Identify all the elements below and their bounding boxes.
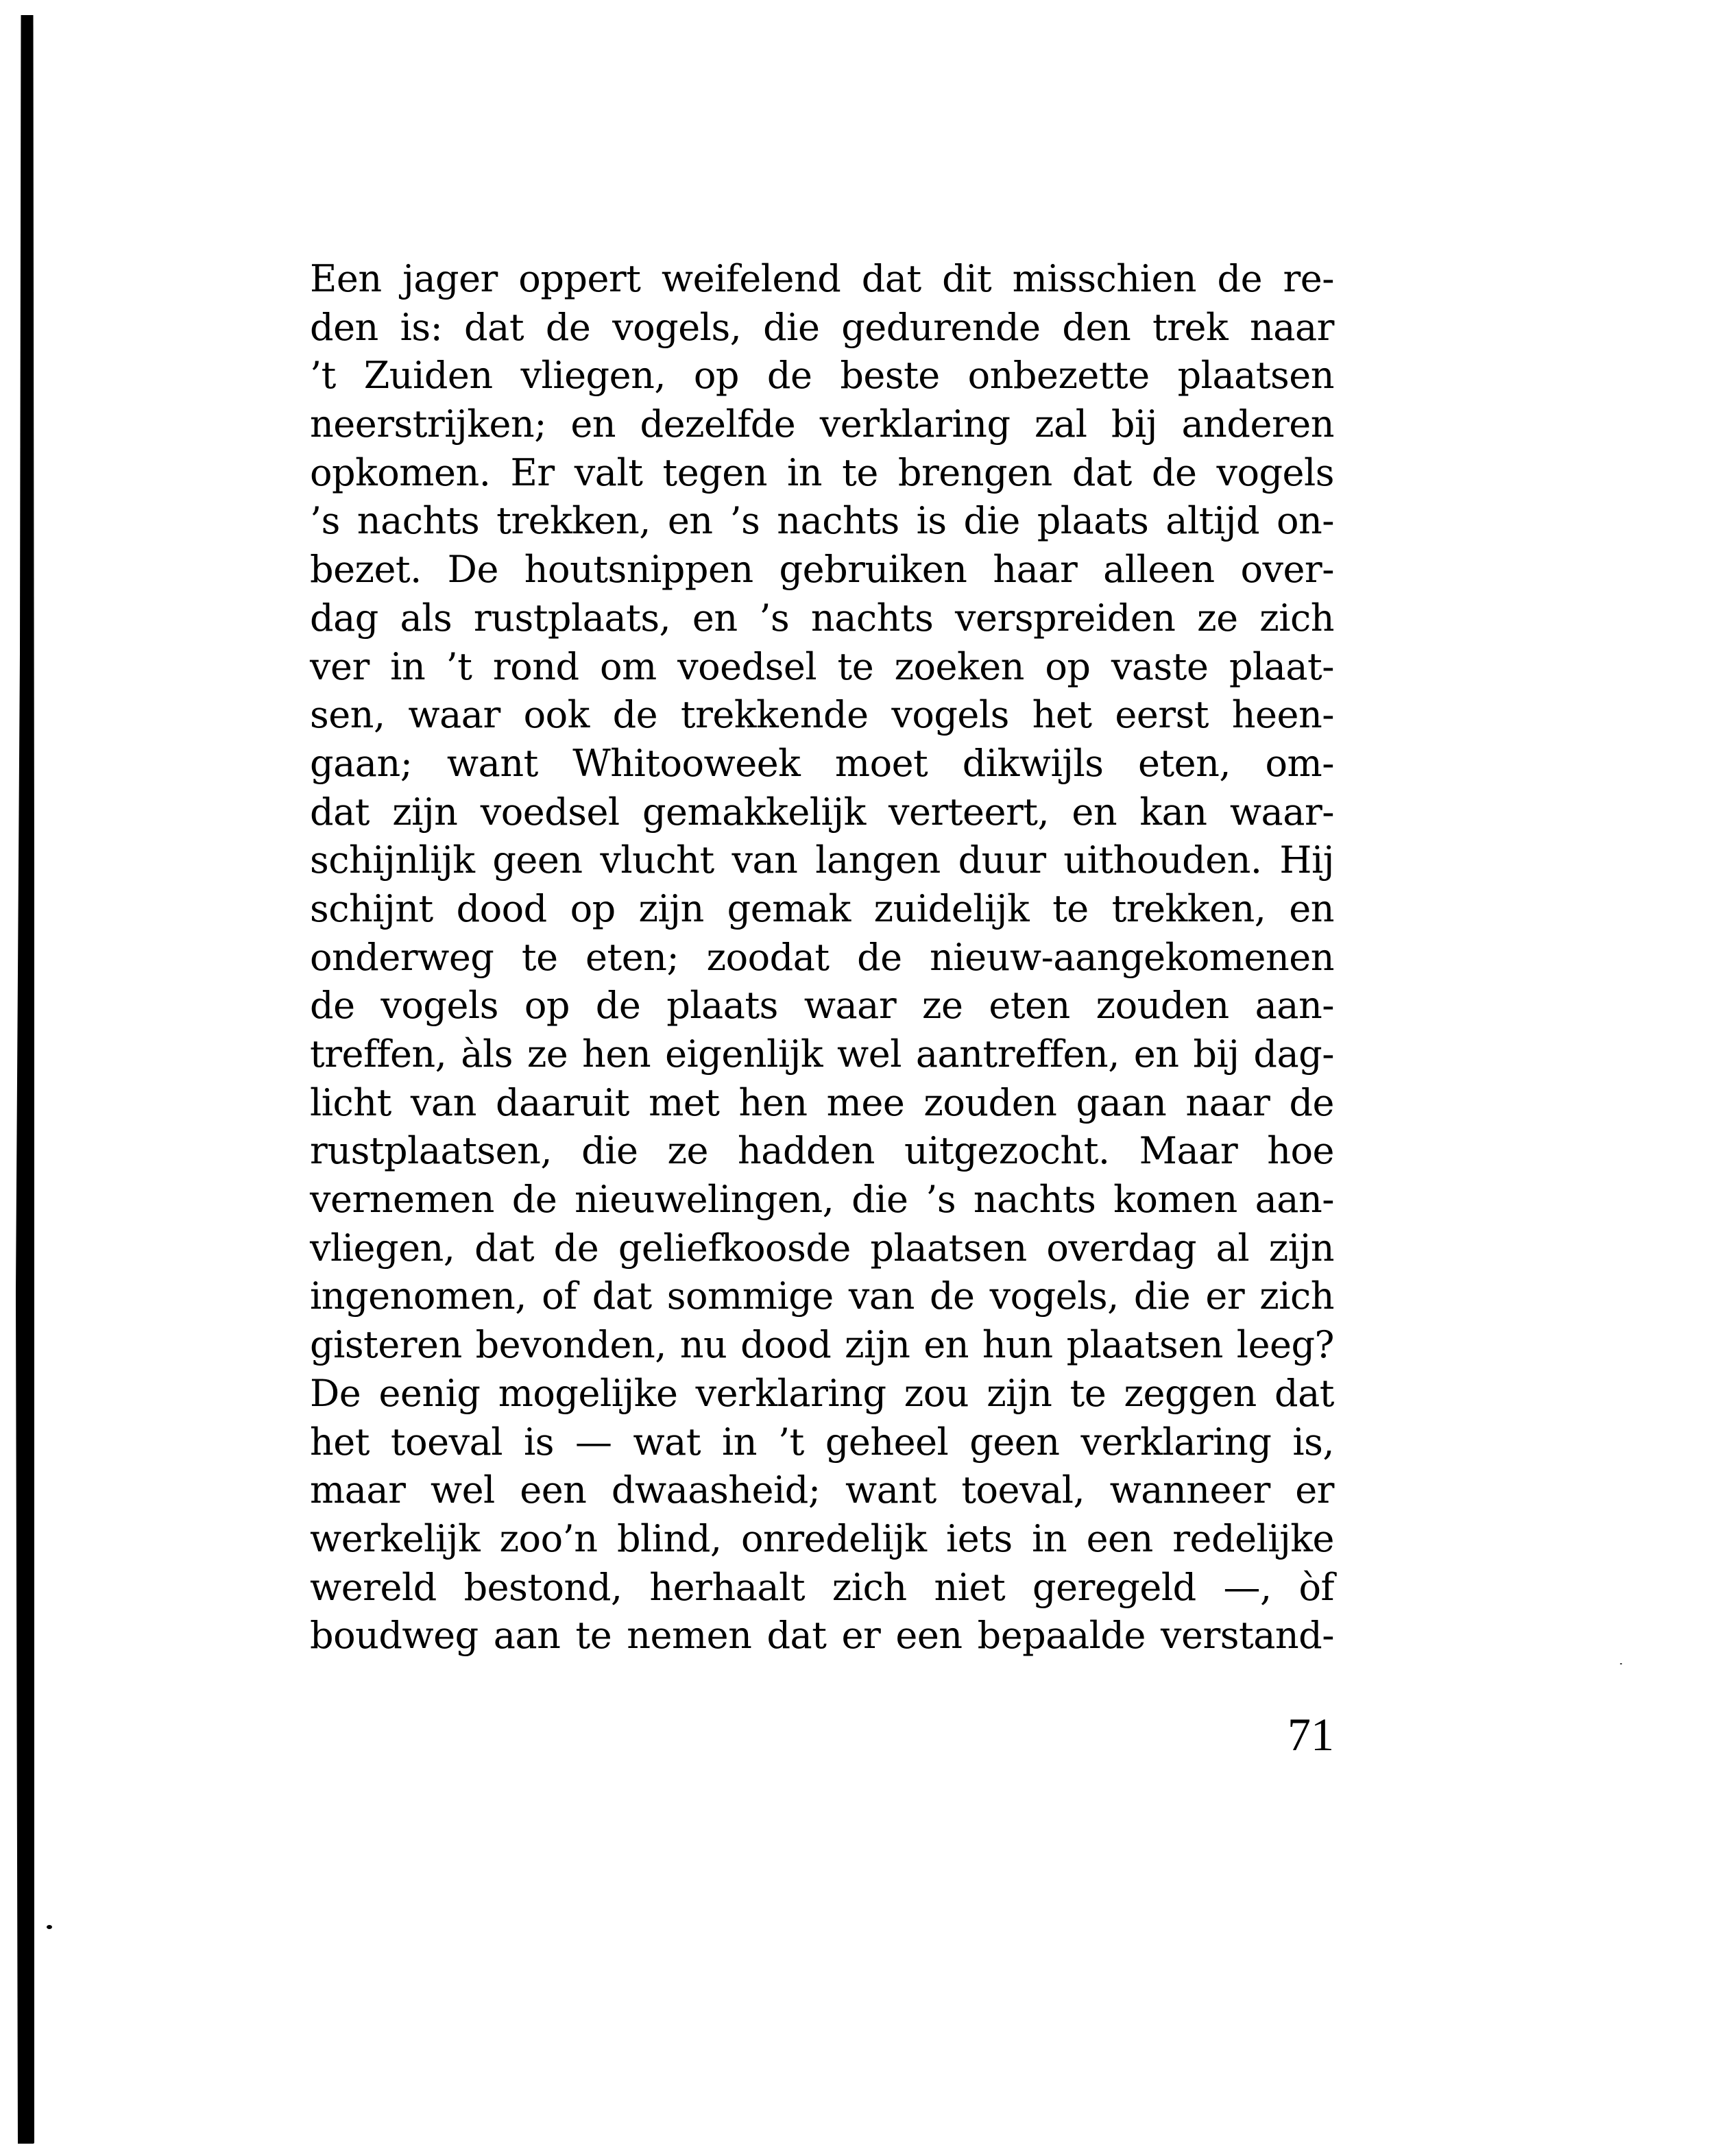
text-line: Een jager oppert weifelend dat dit misschien de re-	[310, 257, 1334, 300]
text-line: schijnt dood op zijn gemak zuidelijk te trekken, en	[310, 886, 1334, 930]
text-line: onderweg te eten; zoodat de nieuw-aangekomenen	[310, 935, 1334, 979]
text-line: rustplaatsen, die ze hadden uitgezocht. Maar hoe	[310, 1129, 1334, 1173]
text-line: den is: dat de vogels, die gedurende den trek naar	[310, 305, 1334, 349]
scan-speck	[47, 1925, 52, 1929]
text-line: dat zijn voedsel gemakkelijk verteert, en kan waar-	[310, 790, 1334, 834]
text-line: vernemen de nieuwelingen, die ’s nachts komen aan-	[310, 1178, 1334, 1222]
book-binding-edge	[14, 15, 34, 2144]
text-line: De eenig mogelijke verklaring zou zijn te zeggen dat	[310, 1371, 1334, 1415]
text-line: wereld bestond, herhaalt zich niet geregeld —, òf	[310, 1565, 1334, 1609]
body-text	[310, 255, 1334, 1660]
text-line: gisteren bevonden, nu dood zijn en hun plaatsen leeg?	[310, 1323, 1334, 1367]
text-line: treffen, àls ze hen eigenlijk wel aantreffen, en bij dag-	[310, 1032, 1334, 1076]
text-line: licht van daaruit met hen mee zouden gaan naar de	[310, 1080, 1334, 1124]
scan-speck	[1620, 1663, 1622, 1664]
text-line: ingenomen, of dat sommige van de vogels, die er zich	[310, 1274, 1334, 1318]
text-line: dag als rustplaats, en ’s nachts verspreiden ze zich	[310, 596, 1334, 640]
text-line: gaan; want Whitooweek moet dikwijls eten, om-	[310, 741, 1334, 785]
text-line: ver in ’t rond om voedsel te zoeken op vaste plaat-	[310, 644, 1334, 688]
text-line: boudweg aan te nemen dat er een bepaalde verstand-	[310, 1614, 1334, 1658]
text-line: ’s nachts trekken, en ’s nachts is die plaats altijd on-	[310, 499, 1334, 543]
text-line: bezet. De houtsnippen gebruiken haar alleen over-	[310, 548, 1334, 592]
text-line: maar wel een dwaasheid; want toeval, wanneer er	[310, 1468, 1334, 1512]
page-number: 71	[1287, 1708, 1334, 1760]
text-line: schijnlijk geen vlucht van langen duur uithouden. Hij	[310, 838, 1334, 882]
text-line: de vogels op de plaats waar ze eten zouden aan-	[310, 984, 1334, 1028]
text-line: het toeval is — wat in ’t geheel geen verklaring is,	[310, 1420, 1334, 1464]
text-line: werkelijk zoo’n blind, onredelijk iets in een redelijke	[310, 1516, 1334, 1560]
text-line: opkomen. Er valt tegen in te brengen dat de vogels	[310, 450, 1334, 494]
text-line: neerstrijken; en dezelfde verklaring zal bij anderen	[310, 402, 1334, 446]
text-line: vliegen, dat de geliefkoosde plaatsen overdag al zijn	[310, 1226, 1334, 1270]
text-line: ’t Zuiden vliegen, op de beste onbezette plaatsen	[310, 354, 1334, 398]
text-line: sen, waar ook de trekkende vogels het eerst heen-	[310, 693, 1334, 737]
